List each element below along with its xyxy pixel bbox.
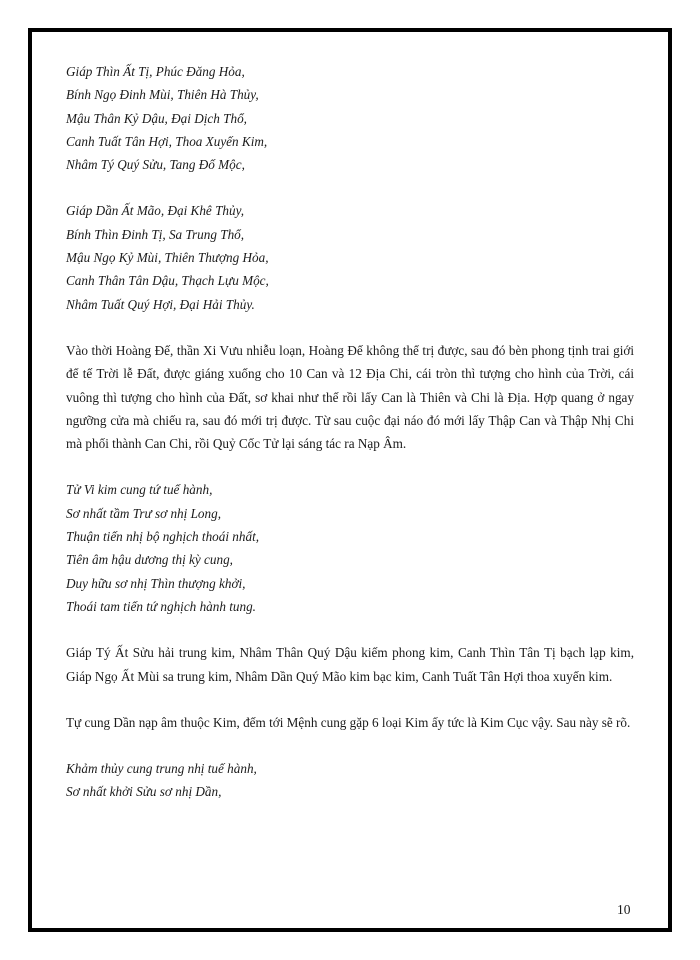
spacer [66,176,634,199]
page-content [66,60,634,804]
paragraph-kim-cuc: Tự cung Dần nạp âm thuộc Kim, đếm tới Mệnh cung gặp 6 loại Kim ấy tức là Kim Cục vậy. Sau này sẽ rõ. [66,714,631,730]
verse-line: Bính Ngọ Đinh Mùi, Thiên Hà Thủy, [66,87,259,103]
verse-line: Nhâm Tuất Quý Hợi, Đại Hải Thủy. [66,296,255,312]
verse-block-4 [66,757,634,804]
verse-line: Duy hữu sơ nhị Thìn thượng khởi, [66,575,246,591]
verse-line: Giáp Dần Ất Mão, Đại Khê Thủy, [66,203,245,219]
spacer [66,688,634,711]
verse-line: Sơ nhất tầm Trư sơ nhị Long, [66,505,222,521]
paragraph-origin-can-chi: Vào thời Hoàng Đế, thần Xi Vưu nhiễu loạn, Hoàng Đế không thể trị được, sau đó bèn phong tịnh trai giới để tế Trời lễ Đất, được giáng xuống cho 10 Can và 12 Địa Chi, cái tròn thì tượng cho hình của Trời, cái vuông thì tượng cho hình của Đất, sơ khai như thế rồi lấy Can là Thiên và Chi là Địa. Hợp quang ở ngay ngưỡng cửa mà chiếu ra, sau đó mới trị được. Từ sau cuộc đại náo đó mới lấy Thập Can và Thập Nhị Chi mà phối thành Can Chi, rồi Quỷ Cốc Tử lại sáng tác ra Nạp Âm. [66,342,634,452]
verse-line: Thuận tiến nhị bộ nghịch thoái nhất, [66,529,260,545]
verse-line: Thoái tam tiến tứ nghịch hành tung. [66,598,256,614]
verse-line: Canh Thân Tân Dậu, Thạch Lựu Mộc, [66,273,269,289]
verse-block-2 [66,199,634,315]
spacer [66,618,634,641]
verse-line: Giáp Thìn Ất Tị, Phúc Đăng Hỏa, [66,64,245,79]
verse-line: Mậu Thân Kỷ Dậu, Đại Dịch Thổ, [66,110,247,126]
verse-block-1 [66,60,634,176]
spacer [66,455,634,478]
verse-line: Nhâm Tý Quý Sửu, Tang Đố Mộc, [66,157,245,173]
verse-line: Tử Vi kim cung tứ tuế hành, [66,482,213,498]
spacer [66,734,634,757]
spacer [66,316,634,339]
verse-line: Sơ nhất khởi Sửu sơ nhị Dần, [66,784,222,800]
paragraph-kim-list: Giáp Tý Ất Sửu hải trung kim, Nhâm Thân Quý Dậu kiếm phong kim, Canh Thìn Tân Tị bạch lạp kim, Giáp Ngọ Ất Mùi sa trung kim, Nhâm Dần Quý Mão kim bạc kim, Canh Tuất Tân Hợi thoa xuyến kim. [66,645,634,684]
verse-line: Tiên âm hậu dương thị kỳ cung, [66,552,233,568]
verse-block-3 [66,478,634,618]
verse-line: Mậu Ngọ Kỷ Mùi, Thiên Thượng Hỏa, [66,250,269,266]
verse-line: Khảm thủy cung trung nhị tuế hành, [66,761,257,777]
page-number: 10 [617,902,631,917]
verse-line: Bính Thìn Đinh Tị, Sa Trung Thổ, [66,226,245,242]
verse-line: Canh Tuất Tân Hợi, Thoa Xuyến Kim, [66,133,268,149]
